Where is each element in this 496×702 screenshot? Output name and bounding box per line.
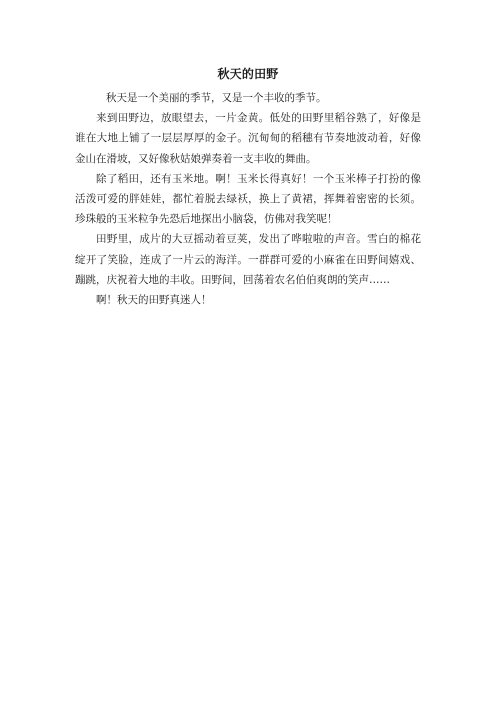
paragraph: 除了稻田，还有玉米地。啊！玉米长得真好！一个玉米棒子打扮的像活泼可爱的胖娃娃，都忙着脱去绿袄，换上了黄裙，挥舞着密密的长须。珍珠般的玉米粒争先恐后地探出小脑袋，仿佛对我笑呢！	[75, 172, 421, 226]
document-body	[75, 88, 421, 310]
document-title: 秋天的田野	[217, 67, 279, 81]
paragraph: 来到田野边，放眼望去，一片金黄。低处的田野里稻谷熟了，好像是谁在大地上铺了一层层厚厚的金子。沉甸甸的稻穗有节奏地波动着，好像金山在滑坡，又好像秋姑娘弹奏着一支丰收的舞曲。	[75, 112, 421, 165]
paragraph: 啊！秋天的田野真迷人！	[96, 294, 212, 307]
paragraph: 田野里，成片的大豆摇动着豆荚，发出了哗啦啦的声音。雪白的棉花绽开了笑脸，连成了一片云的海洋。一群群可爱的小麻雀在田野间嬉戏、蹦跳，庆祝着大地的丰收。田野间，回荡着农名伯伯爽朗的笑声……	[75, 233, 421, 286]
paragraph: 秋天是一个美丽的季节，又是一个丰收的季节。	[106, 92, 327, 104]
